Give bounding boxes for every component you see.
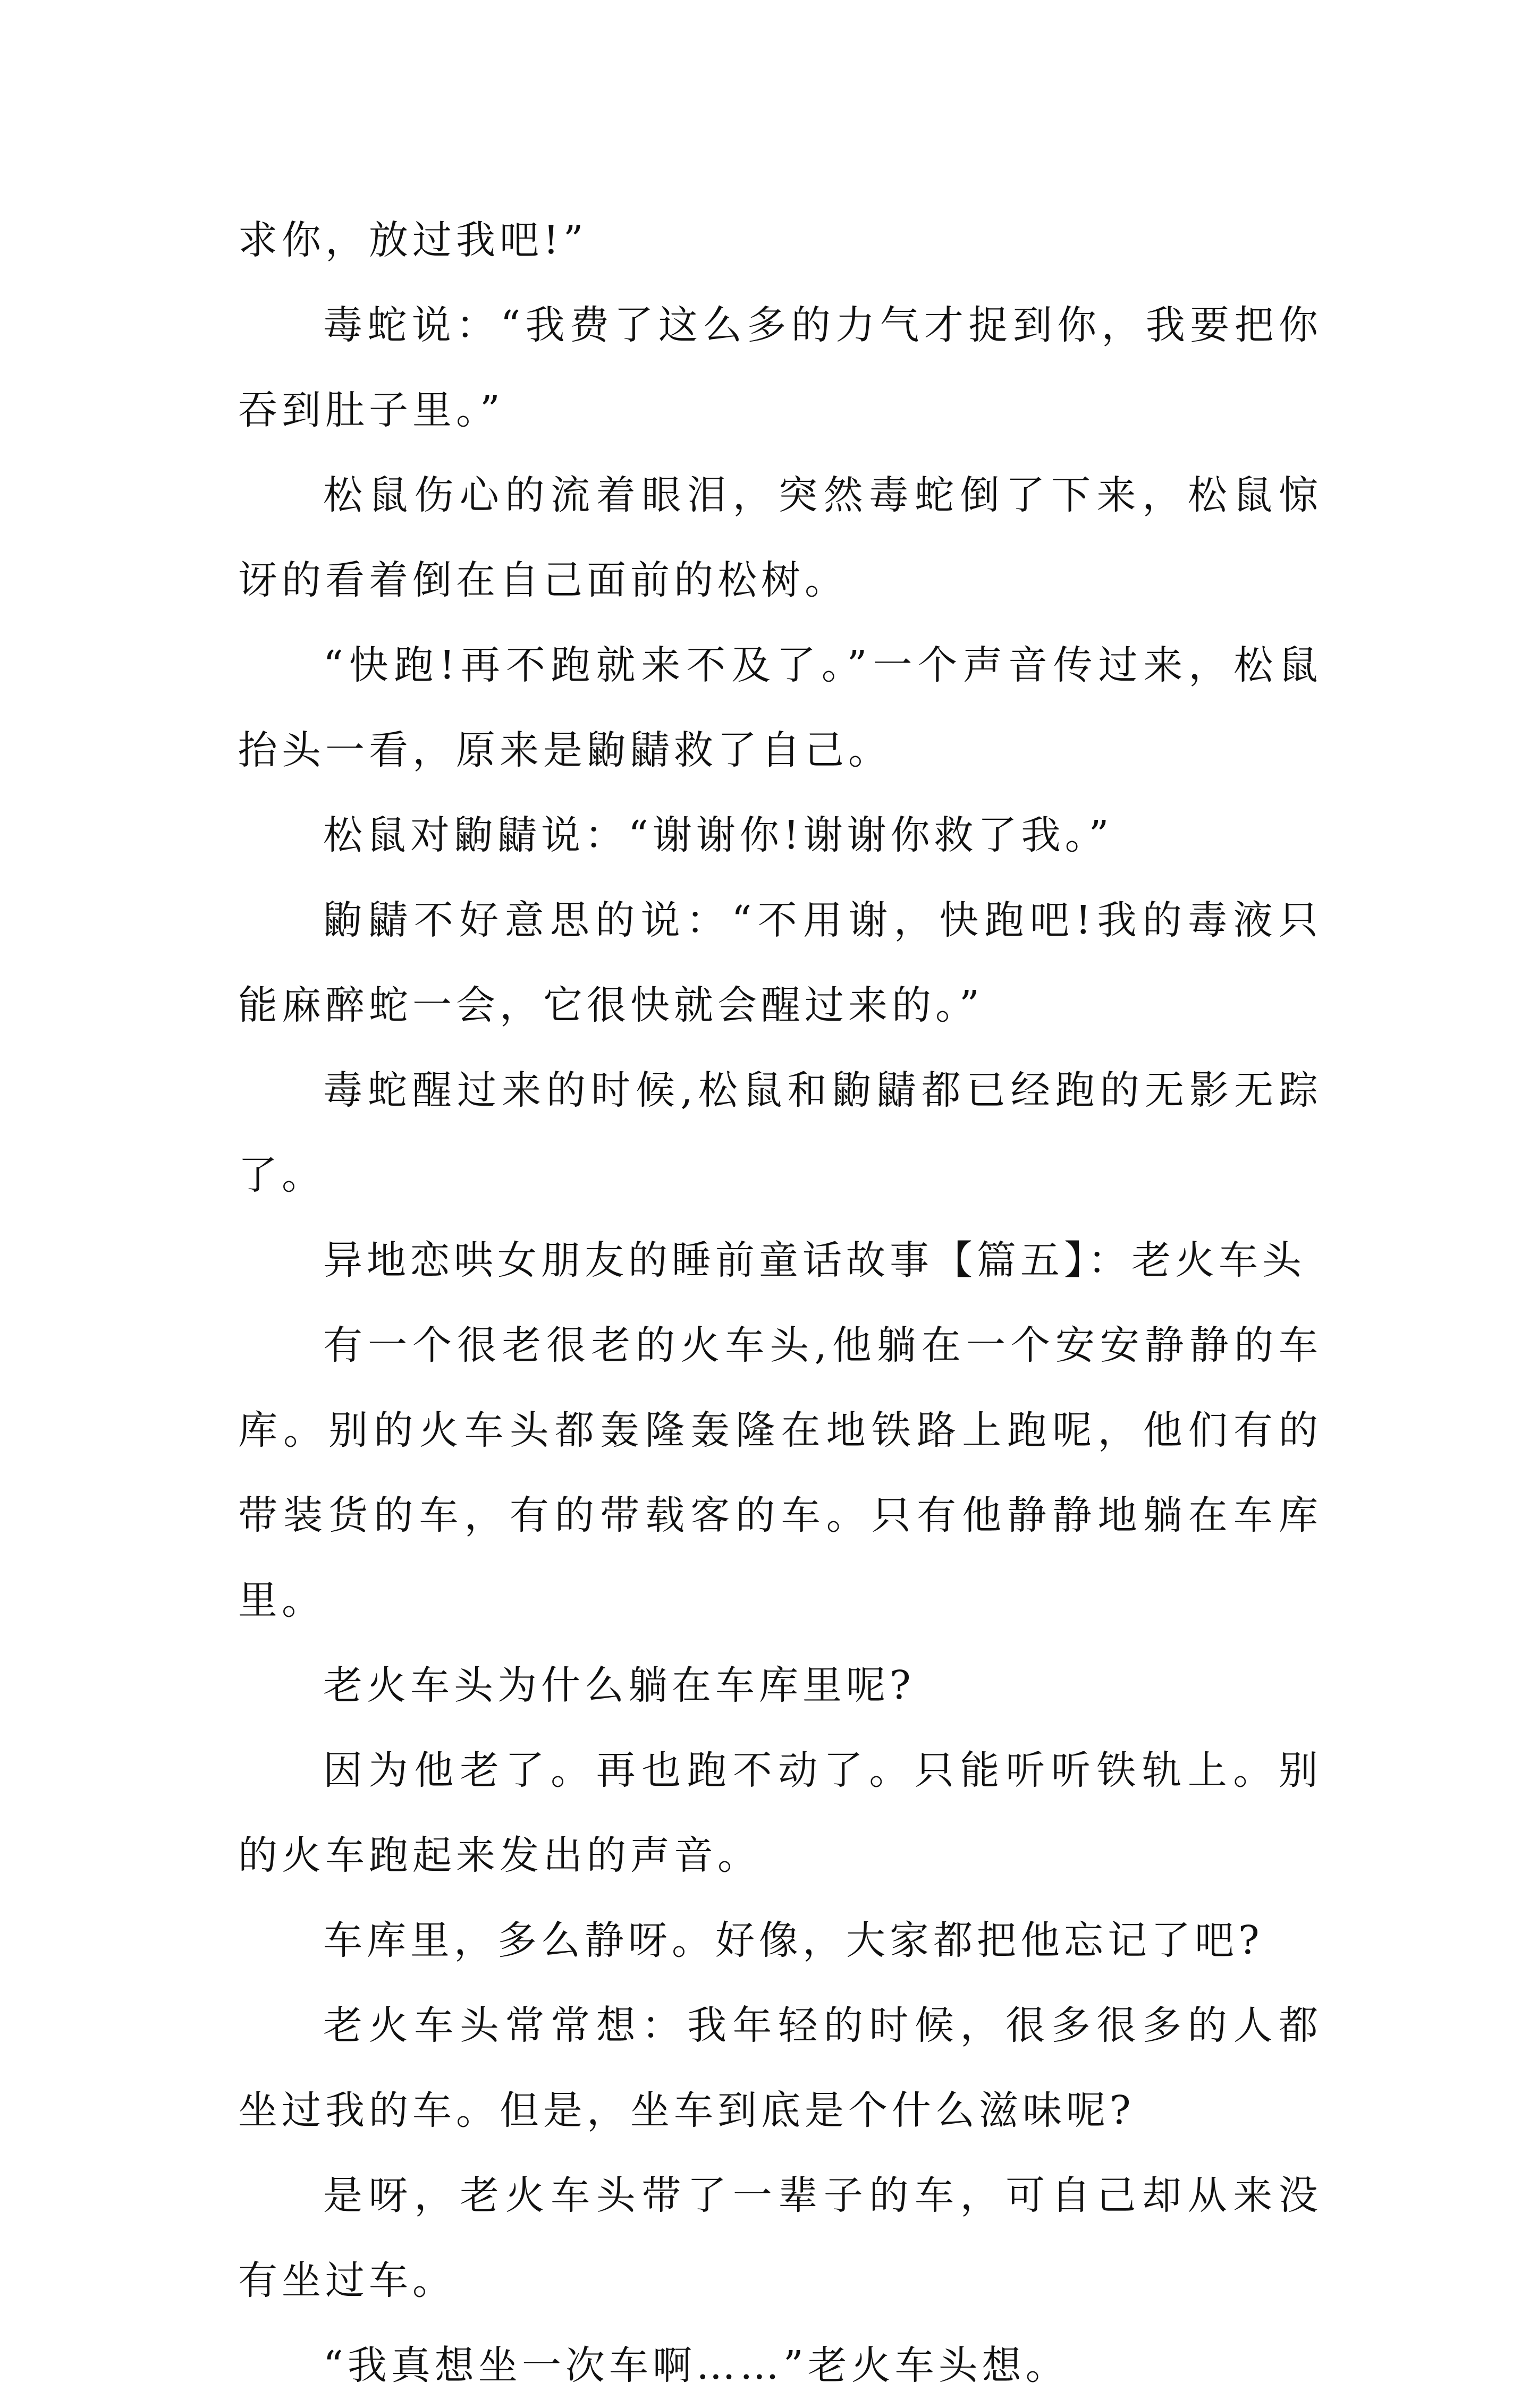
paragraph-2: 毒蛇说：“我费了这么多的力气才捉到你，我要把你吞到肚子里。” [238,302,1322,433]
paragraph-11: 因为他老了。再也跑不动了。只能听听铁轨上。别的火车跑起来发出的声音。 [238,1748,1322,1878]
paragraph-9: 有一个很老很老的火车头,他躺在一个安安静静的车库。别的火车头都轰隆轰隆在地铁路上跑呢，他们有的带装货的车，有的带载客的车。只有他静静地躺在车库里。 [238,1322,1322,1623]
section-heading: 异地恋哄女朋友的睡前童话故事【篇五】：老火车头 [323,1237,1306,1283]
paragraph-7: 毒蛇醒过来的时候,松鼠和鼩鼱都已经跑的无影无踪了。 [238,1067,1322,1198]
paragraph-12: 车库里，多么静呀。好像，大家都把他忘记了吧? [323,1918,1264,1963]
paragraph-1: 求你，放过我吧!” [238,217,588,263]
paragraph-4: “快跑!再不跑就来不及了。”一个声音传过来，松鼠抬头一看，原来是鼩鼱救了自己。 [238,642,1322,773]
paragraph-15: “我真想坐一次车啊……”老火车头想。 [323,2343,1069,2388]
paragraph-6: 鼩鼱不好意思的说：“不用谢，快跑吧!我的毒液只能麻醉蛇一会，它很快就会醒过来的。” [238,897,1322,1028]
paragraph-10: 老火车头为什么躺在车库里呢? [323,1663,915,1708]
paragraph-3: 松鼠伤心的流着眼泪，突然毒蛇倒了下来，松鼠惊讶的看着倒在自己面前的松树。 [238,472,1322,603]
paragraph-13: 老火车头常常想：我年轻的时候，很多很多的人都坐过我的车。但是，坐车到底是个什么滋味呢? [238,2003,1322,2133]
paragraph-5: 松鼠对鼩鼱说：“谢谢你!谢谢你救了我。” [323,812,1113,858]
document-body [238,198,1322,2408]
paragraph-14: 是呀，老火车头带了一辈子的车，可自己却从来没有坐过车。 [238,2173,1322,2303]
